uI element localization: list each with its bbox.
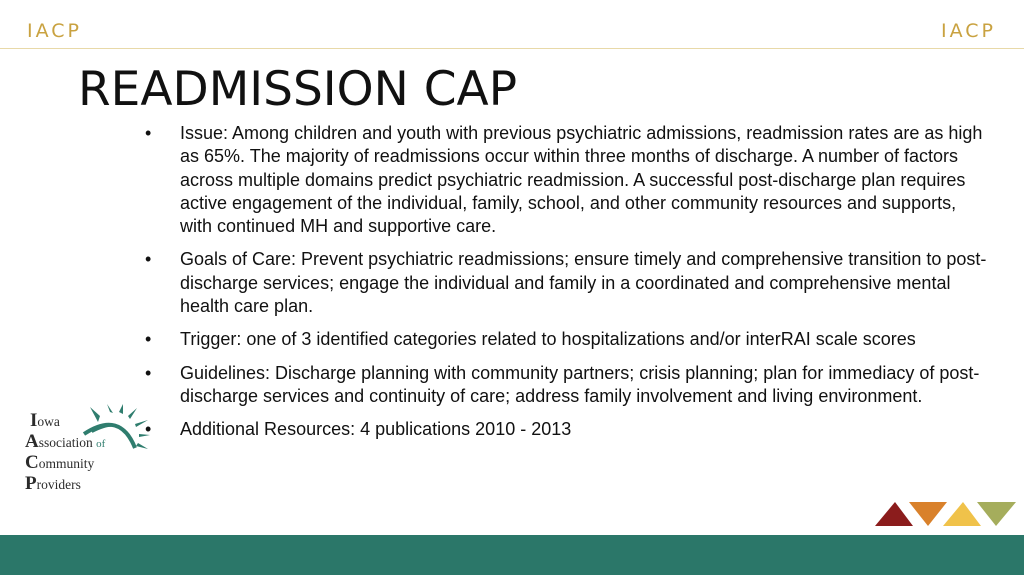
bullet-item-trigger (146, 328, 992, 351)
bullet-item-issue (146, 122, 992, 238)
triangle-olive (977, 502, 1016, 526)
footer-bar (0, 535, 1024, 575)
triangle-yellow (943, 502, 981, 526)
bullet-list (146, 122, 992, 452)
logo-line-providers: Providers (25, 473, 81, 494)
triangle-orange (909, 502, 947, 526)
logo-line-iowa: Iowa (30, 410, 60, 431)
bullet-item-guidelines (146, 362, 992, 409)
triangle-red (875, 502, 913, 526)
bullet-dot: • (145, 362, 152, 383)
bullet-dot: • (145, 249, 152, 270)
iacp-logo (22, 404, 157, 496)
bullet-dot: • (145, 419, 152, 440)
bullet-text: Additional Resources: 4 publications 2010 - 2013 (180, 419, 572, 440)
header-right-label: IACP (941, 20, 996, 42)
bullet-text: Trigger: one of 3 identified categories related to hospitalizations and/or interRAI scale scores (180, 329, 916, 350)
bullet-dot: • (145, 123, 152, 143)
bullet-item-resources (146, 418, 992, 441)
header-left-label: IACP (27, 20, 82, 42)
logo-line-community: Community (25, 452, 95, 473)
bullet-text: Guidelines: Discharge planning with community partners; crisis planning; plan for immediacy of post-discharge services and continuity of care; address family involvement and living environment. (180, 362, 980, 406)
header-divider (0, 48, 1024, 49)
triangle-decoration (875, 502, 1017, 527)
bullet-text: Issue: Among children and youth with previous psychiatric admissions, readmission rates are as high as 65%. The majority of readmissions occur within three months of discharge. A number of factors across multiple domains predict psychiatric readmission. A successful post-discharge plan requires active engagement of the individual, family, school, and other community resources and supports, with continued MH and supportive care. (180, 123, 983, 237)
bullet-item-goals (146, 248, 992, 318)
logo-line-association: Association of (25, 431, 106, 452)
bullet-dot: • (145, 329, 152, 350)
slide-title: READMISSION CAP (78, 62, 518, 117)
bullet-text: Goals of Care: Prevent psychiatric readmissions; ensure timely and comprehensive transition to post-discharge services; engage the individual and family in a coordinated and comprehensive mental health care plan. (180, 249, 987, 317)
